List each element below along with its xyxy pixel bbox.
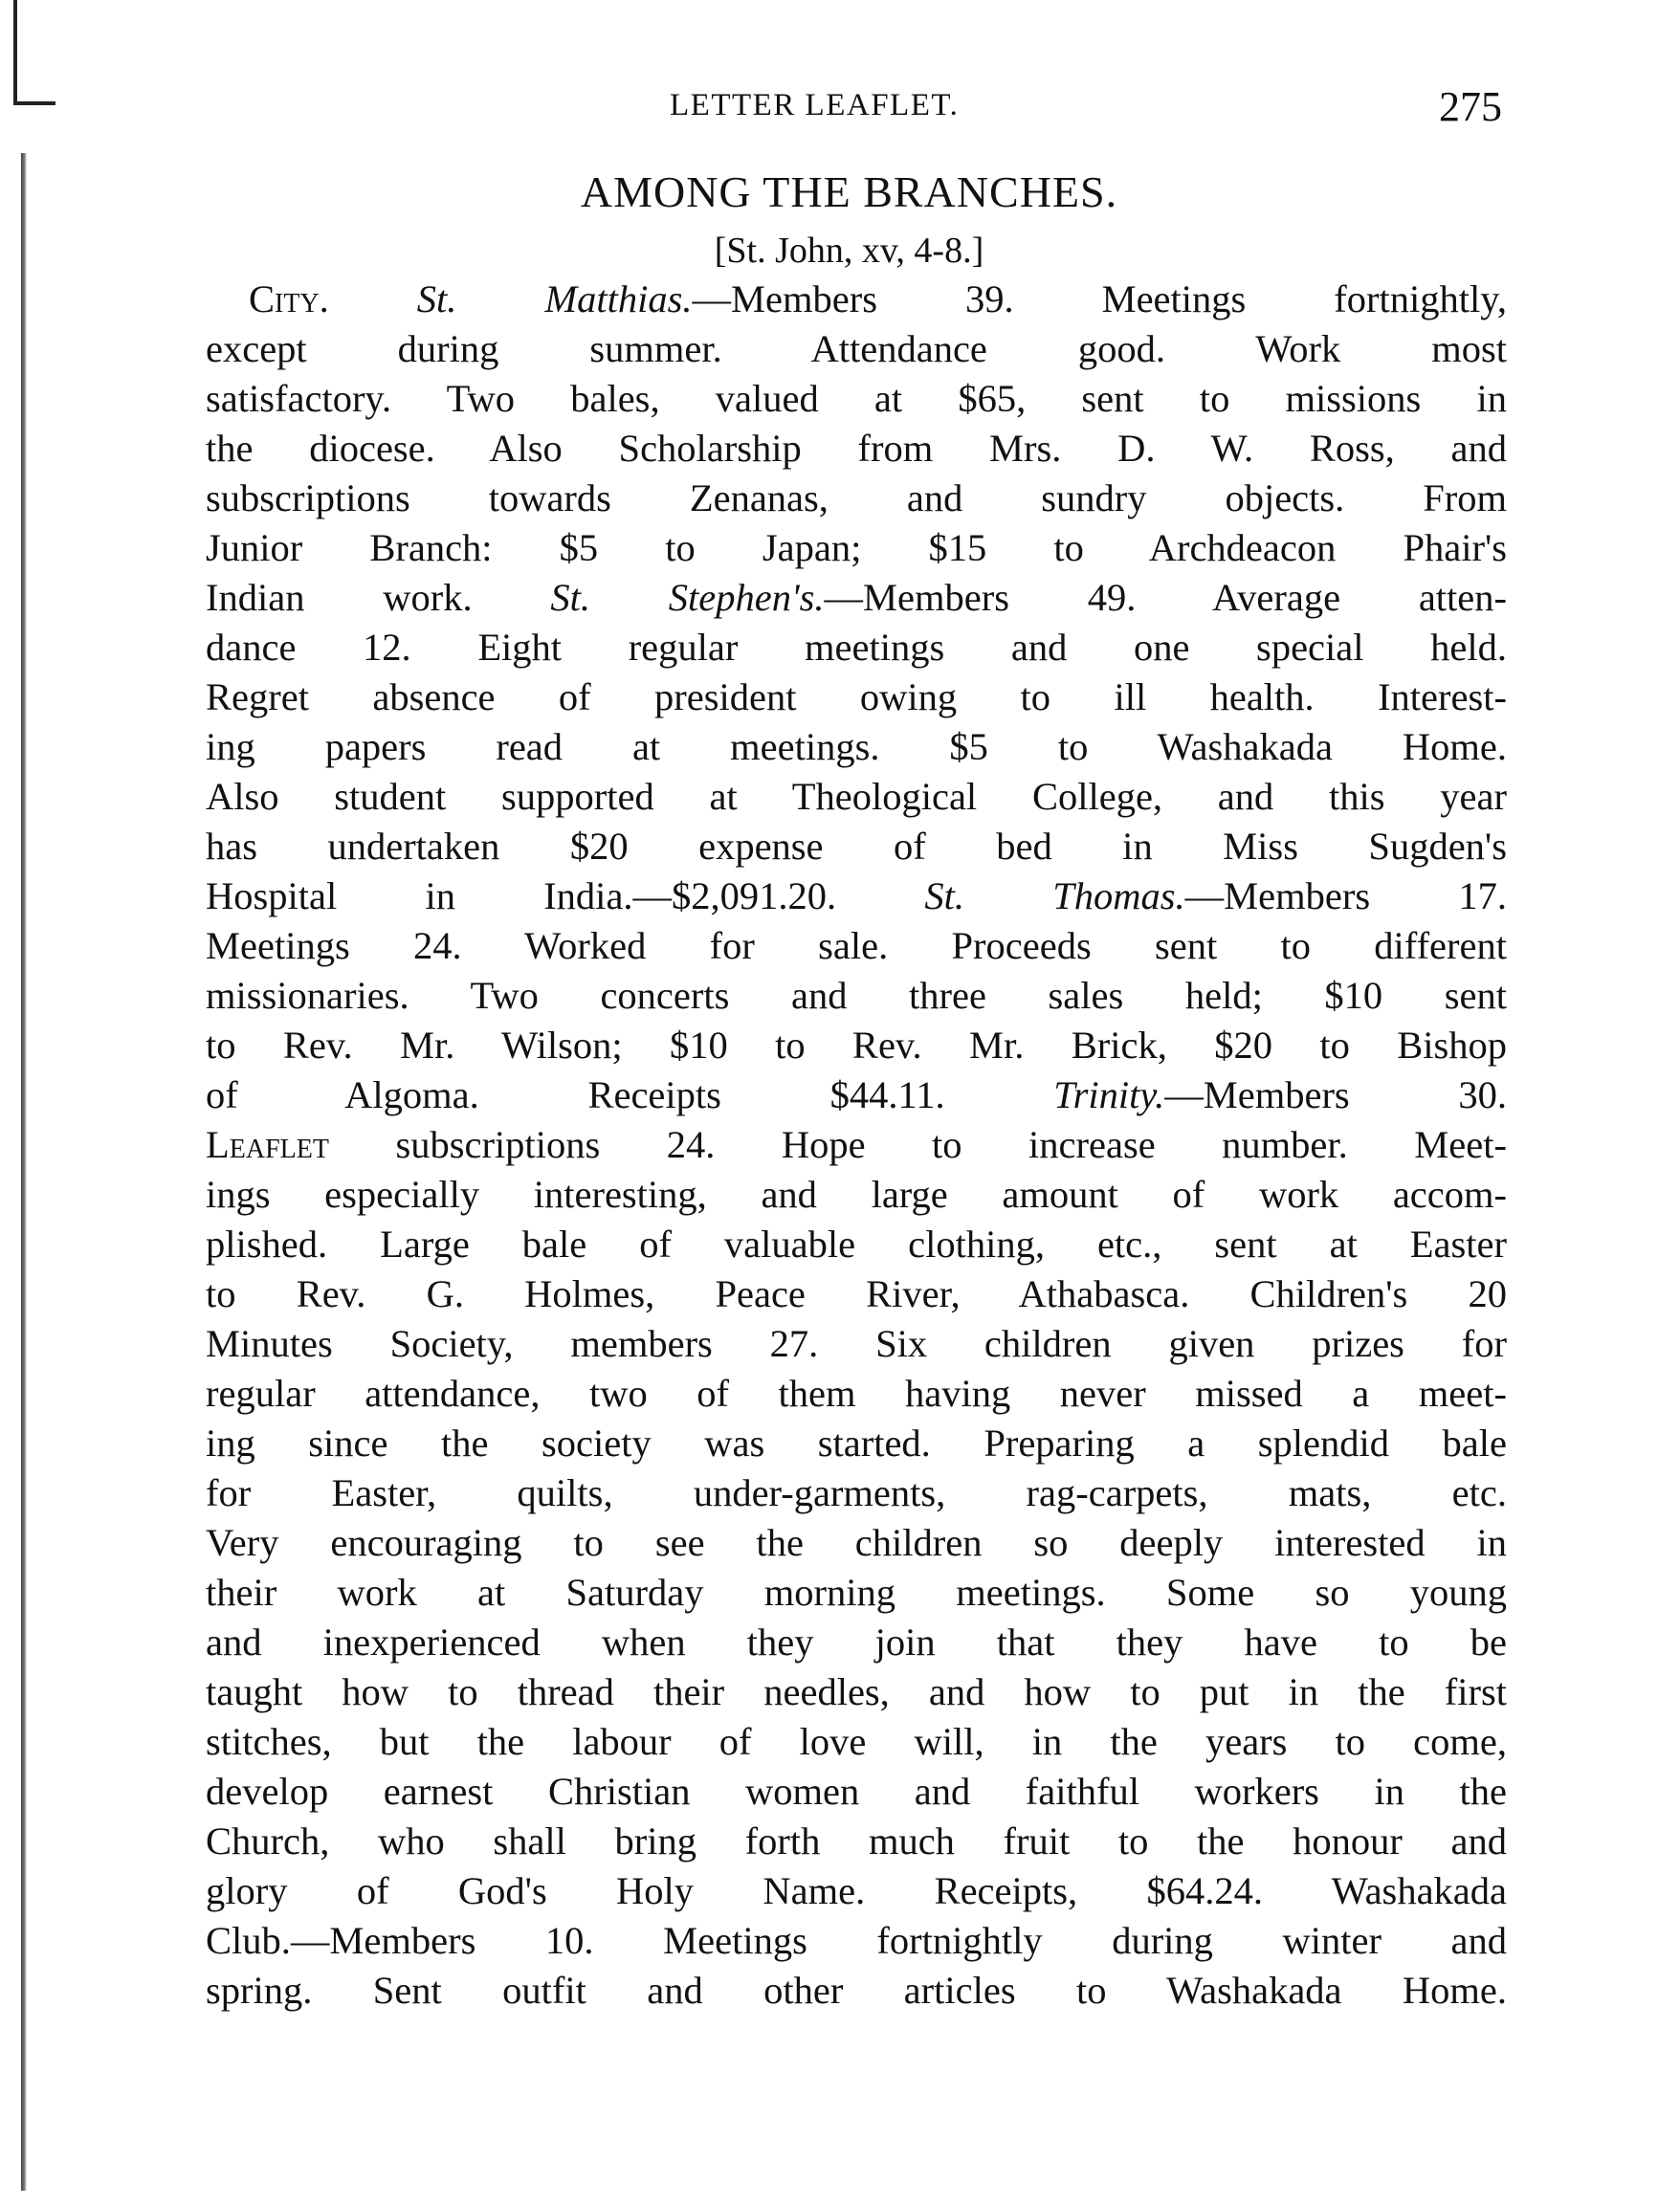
text-run: dance 12. Eight regular meetings and one special held. [206,626,1507,669]
text-line [206,722,1507,772]
text-line [206,1916,1507,1966]
text-line [206,871,1507,921]
text-run: St. Matthias. [416,277,693,320]
text-run: ing papers read at meetings. $5 to Washakada Home. [206,725,1507,768]
text-line [206,822,1507,871]
text-run: except during summer. Attendance good. Work most [206,327,1507,370]
text-line [206,1220,1507,1269]
text-line [206,275,1507,324]
text-run: to Rev. G. Holmes, Peace River, Athabasca. Children's 20 [206,1272,1507,1315]
text-run: develop earnest Christian women and faithful workers in the [206,1770,1507,1813]
text-line [206,324,1507,374]
running-head: LETTER LEAFLET. [670,88,960,122]
text-line [206,1369,1507,1419]
binding-edge [21,153,27,2191]
text-run: Very encouraging to see the children so deeply interested in [206,1521,1507,1564]
text-line [206,1319,1507,1369]
text-run: for Easter, quilts, under-garments, rag-carpets, mats, etc. [206,1471,1507,1514]
text-line [206,1419,1507,1468]
text-line [206,921,1507,971]
text-line [206,1269,1507,1319]
text-run: spring. Sent outfit and other articles to Washakada Home. [206,1969,1507,2012]
text-run: taught how to thread their needles, and how to put in the first [206,1670,1507,1713]
binding-mark [13,0,17,105]
text-run: ing since the society was started. Preparing a splendid bale [206,1422,1507,1465]
text-line [206,1170,1507,1220]
text-run: subscriptions 24. Hope to increase number. Meet- [328,1123,1507,1166]
text-run: to Rev. Mr. Wilson; $10 to Rev. Mr. Brick, $20 to Bishop [206,1024,1507,1067]
text-line [206,1618,1507,1667]
text-run: Trinity. [1053,1073,1165,1116]
text-run: ings especially interesting, and large amount of work accom- [206,1173,1507,1216]
text-run: glory of God's Holy Name. Receipts, $64.24. Washakada [206,1869,1507,1912]
text-run: —Members 17. [1184,874,1507,917]
text-run: Minutes Society, members 27. Six children given prizes for [206,1322,1507,1365]
text-run: Leaflet [206,1123,329,1166]
text-line [206,1518,1507,1568]
article-title: AMONG THE BRANCHES. [580,167,1118,216]
text-run [329,277,417,320]
text-line [206,523,1507,573]
text-line [206,1021,1507,1070]
text-run: Hospital in India.—$2,091.20. [206,874,925,917]
text-run: St. Thomas. [924,874,1185,917]
text-run: regular attendance, two of them having never missed a meet- [206,1372,1507,1415]
text-run: plished. Large bale of valuable clothing, etc., sent at Easter [206,1223,1507,1266]
text-line [206,1468,1507,1518]
text-line [206,1767,1507,1817]
text-run: Meetings 24. Worked for sale. Proceeds sent to different [206,924,1507,967]
text-run: has undertaken $20 expense of bed in Miss Sugden's [206,825,1507,868]
text-line [206,623,1507,673]
text-run: of Algoma. Receipts $44.11. [206,1073,1054,1116]
text-line [206,1070,1507,1120]
text-line [206,1568,1507,1618]
page-number: 275 [1439,83,1502,130]
text-run: their work at Saturday morning meetings. Some so young [206,1571,1507,1614]
text-line [206,1866,1507,1916]
text-run: —Members 30. [1164,1073,1508,1116]
text-line [206,1120,1507,1170]
text-run: and inexperienced when they join that they have to be [206,1621,1507,1664]
text-line [206,424,1507,474]
text-run: Church, who shall bring forth much fruit to the honour and [206,1819,1507,1863]
text-run: —Members 39. Meetings fortnightly, [692,277,1508,320]
text-run: missionaries. Two concerts and three sales held; $10 sent [206,974,1507,1017]
text-run: Also student supported at Theological College, and this year [206,775,1507,818]
text-line [206,1817,1507,1866]
text-run: City. [249,277,329,320]
article-body [206,275,1507,2016]
text-line [206,772,1507,822]
text-line [206,673,1507,722]
text-run: Indian work. [206,576,551,619]
text-line [206,971,1507,1021]
text-line [206,374,1507,424]
scripture-reference: [St. John, xv, 4-8.] [714,231,984,271]
text-run: subscriptions towards Zenanas, and sundry objects. From [206,476,1507,519]
text-line [206,1667,1507,1717]
text-run: Club.—Members 10. Meetings fortnightly during winter and [206,1919,1507,1962]
text-line [206,1966,1507,2016]
text-run: —Members 49. Average atten- [824,576,1508,619]
text-run: stitches, but the labour of love will, in the years to come, [206,1720,1507,1763]
text-run: St. Stephen's. [550,576,825,619]
text-line [206,573,1507,623]
text-run: the diocese. Also Scholarship from Mrs. D. W. Ross, and [206,427,1507,470]
text-run: Regret absence of president owing to ill health. Interest- [206,675,1507,718]
text-line [206,474,1507,523]
text-run: Junior Branch: $5 to Japan; $15 to Archdeacon Phair's [206,526,1507,569]
text-line [206,1717,1507,1767]
text-run: satisfactory. Two bales, valued at $65, sent to missions in [206,377,1507,420]
